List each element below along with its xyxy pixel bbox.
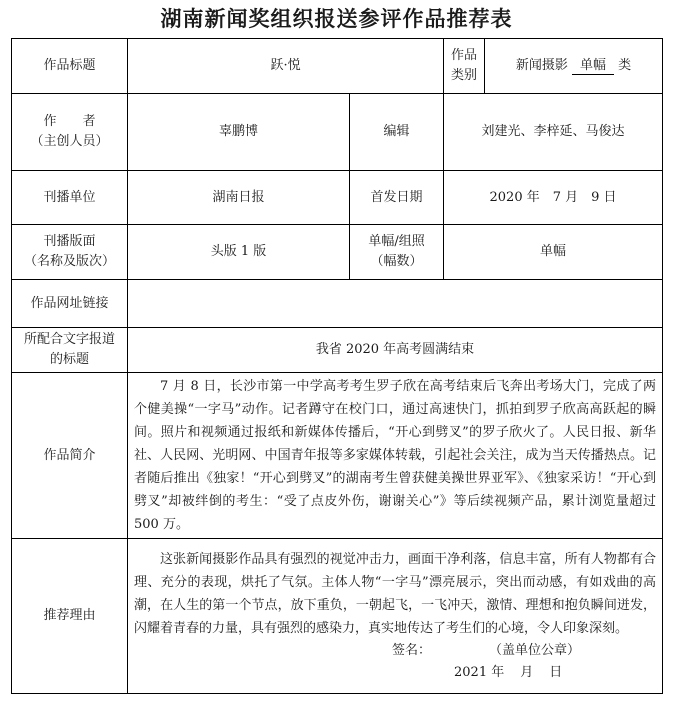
article-title-value: 我省 2020 年高考圆满结束 [128,328,663,373]
signature-month: 月 [520,665,534,680]
signature-label: 签名： [392,643,432,658]
url-label: 作品网址链接 [12,280,128,328]
photo-count-label-line2: （幅数） [370,254,423,269]
row-url [12,280,663,328]
category-type: 单幅 [572,57,614,75]
article-title-label [12,328,128,373]
author-value: 辜鹏博 [128,94,350,171]
publish-date-label: 首发日期 [350,171,444,225]
summary-text-cell [128,373,663,539]
page-layout-value: 头版 1 版 [128,225,350,280]
row-authors [12,94,663,171]
author-label [12,94,128,171]
publish-date-value: 2020 年 7 月 9 日 [444,171,663,225]
signature-date [134,662,656,684]
row-article-title [12,328,663,373]
photo-count-label [350,225,444,280]
row-publisher [12,171,663,225]
work-title-value: 跃·悦 [128,39,444,94]
article-title-label-line1: 所配合文字报道 [23,332,115,347]
photo-count-value: 单幅 [444,225,663,280]
page-title: 湖南新闻奖组织报送参评作品推荐表 [160,7,513,31]
publisher-label: 刊播单位 [12,171,128,225]
article-title-label-line2: 的标题 [49,352,89,367]
page-layout-label [12,225,128,280]
publisher-value: 湖南日报 [128,171,350,225]
work-category-label-line2: 类别 [451,68,478,83]
summary-text: 7 月 8 日，长沙市第一中学高考考生罗子欣在高考结束后飞奔出考场大门，完成了两个健美操“一字马”动作。记者蹲守在校门口，通过高速快门，抓拍到罗子欣高高跃起的瞬间。照片和视频通过报纸和新媒体传播后，“开心到劈叉”的罗子欣火了。人民日报、新华社、人民网、光明网、中国青年报等多家媒体转载，引起社会关注，成为当天传播热点。记者随后推出《独家！“开心到劈叉”的湖南考生曾获健美操世界亚军》、《独家采访！“开心到劈叉”却被绊倒的考生：“受了点皮外伤，谢谢关心”》等后续视频产品，累计浏览量超过 500 万。 [134,379,657,532]
signature-year: 2021 年 [454,665,505,680]
row-work-title [12,39,663,94]
category-prefix: 新闻摄影 [515,58,568,73]
category-suffix: 类 [618,58,632,73]
signature-block [134,640,656,684]
work-category-value [485,39,663,94]
row-reason [12,539,663,694]
seal-label: （盖单位公章） [489,643,581,658]
photo-count-label-line1: 单幅/组照 [368,234,425,249]
work-title-label: 作品标题 [12,39,128,94]
url-value [128,280,663,328]
page-layout-label-line1: 刊播版面 [43,234,96,249]
summary-label: 作品简介 [12,373,128,539]
reason-label: 推荐理由 [12,539,128,694]
reason-text: 这张新闻摄影作品具有强烈的视觉冲击力，画面干净利落，信息丰富，所有人物都有合理、充分的表现，烘托了气氛。主体人物“一字马”漂亮展示，突出而动感，有如戏曲的高潮，在人生的第一个节点，放下重负，一朝起飞，一飞冲天，激情、理想和抱负瞬间迸发，闪耀着青春的力量，具有强烈的感染力，真实地传达了考生们的心境，令人印象深刻。 [134,552,657,636]
author-label-line2: （主创人员） [30,134,109,149]
work-category-label [444,39,485,94]
signature-line [134,640,656,662]
work-category-label-line1: 作品 [451,48,478,63]
row-summary [12,373,663,539]
editor-value: 刘建光、李梓延、马俊达 [444,94,663,171]
recommendation-form [11,38,663,694]
editor-label: 编辑 [350,94,444,171]
reason-text-cell [128,539,663,694]
row-layout [12,225,663,280]
author-label-line1: 作 者 [43,114,96,129]
page-layout-label-line2: （名称及版次） [23,254,115,269]
signature-day: 日 [549,665,563,680]
